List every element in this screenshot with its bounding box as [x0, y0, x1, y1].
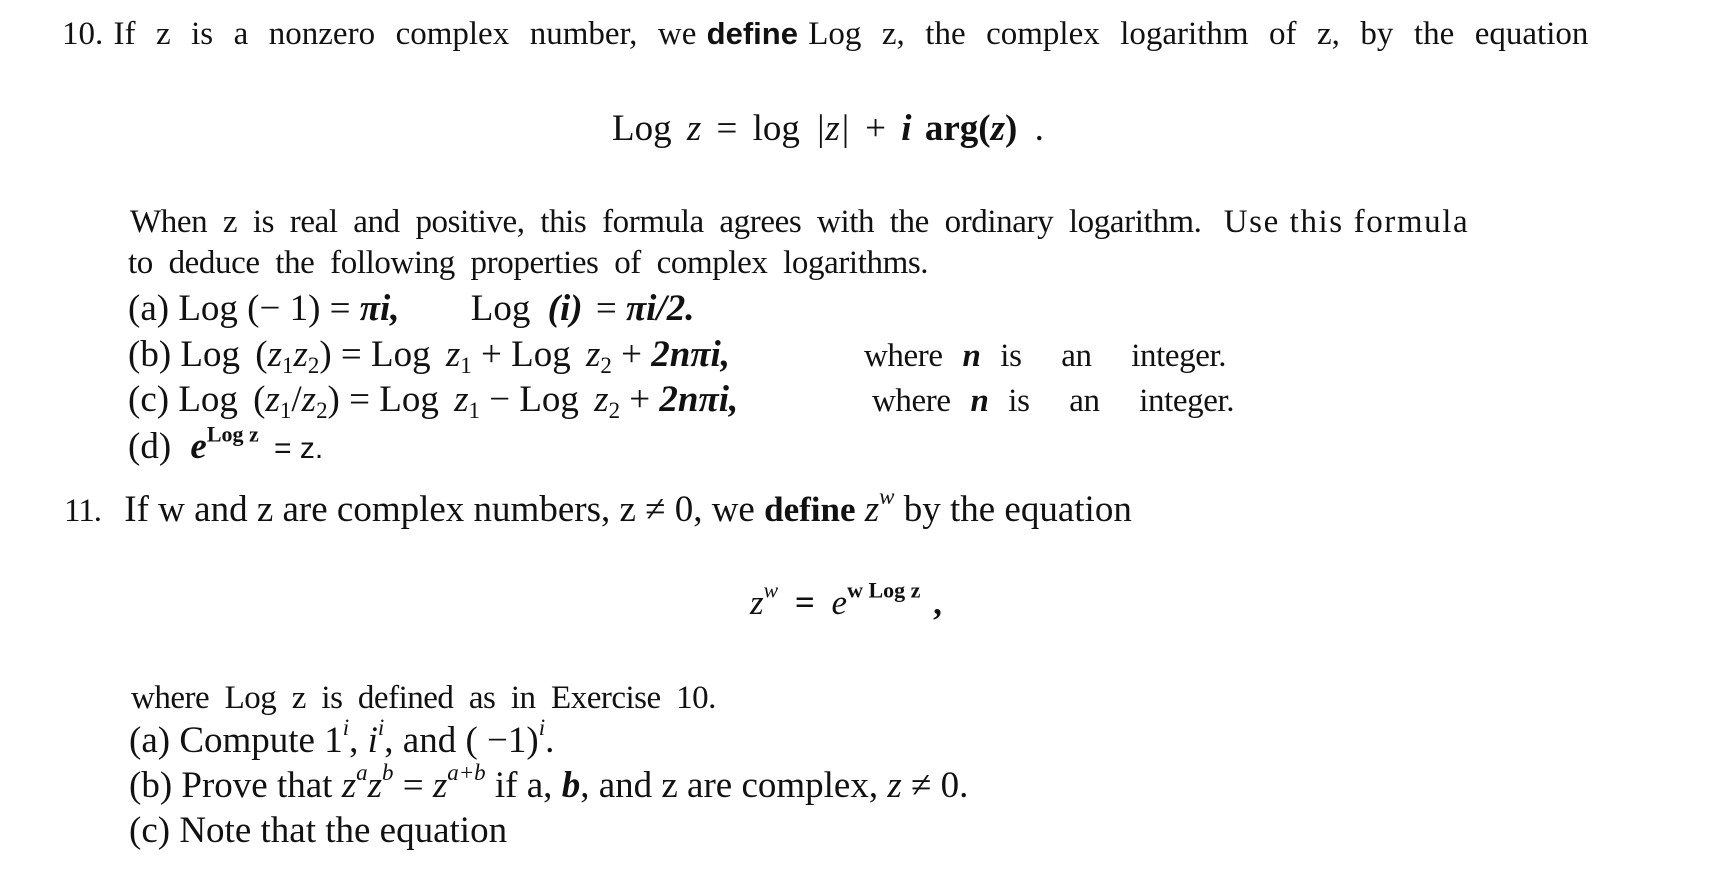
equation-variable: z: [686, 108, 702, 149]
math-variable: z: [341, 765, 357, 806]
math-exponent: b: [381, 759, 394, 785]
define-keyword: define: [764, 490, 856, 529]
exercise-10-paragraph-line-2: [128, 247, 928, 280]
math-expression: 2nπi,: [651, 334, 731, 375]
math-variable: z: [367, 765, 382, 806]
math-variable: z: [301, 379, 317, 420]
math-variable: z: [445, 334, 461, 375]
exercise-11-part-b: [129, 759, 969, 806]
math-expression: [255, 334, 332, 378]
equation-operator: +: [865, 108, 887, 149]
exercise-10-intro: [62, 18, 1588, 51]
math-punctuation: ,: [349, 720, 359, 761]
equation-operator: =: [716, 108, 738, 149]
note-text: where: [872, 383, 951, 419]
exercise-10-part-c-note: [872, 385, 1234, 418]
math-variable: z: [585, 334, 601, 375]
exercise-10-part-b-note: [864, 340, 1226, 373]
math-subscript: 1: [279, 397, 292, 423]
part-label: (a) Log (− 1) =: [128, 288, 351, 329]
math-subscript: 2: [608, 397, 621, 423]
math-expression: , and ( −1): [384, 720, 539, 761]
math-exponent: i: [538, 714, 546, 740]
paragraph-text: Use this formula: [1223, 204, 1470, 240]
equation-variable: |z|: [815, 108, 850, 149]
math-expression: = z.: [274, 432, 324, 465]
math-expression: 2nπi,: [659, 379, 739, 420]
power-definition-equation: [750, 577, 942, 622]
math-operator: +: [629, 379, 651, 420]
math-exponent: i: [377, 714, 385, 740]
log-definition-equation: [612, 110, 1044, 147]
exercise-11-intro: [64, 483, 1132, 530]
math-exponent: a: [356, 759, 368, 785]
part-label: (a) Compute 1: [129, 720, 343, 761]
math-subscript: 2: [316, 397, 328, 423]
part-label: (c) Log: [128, 379, 238, 420]
math-operator: =: [794, 583, 815, 622]
exercise-11-paragraph: [131, 682, 716, 715]
math-expression: (i): [547, 288, 583, 329]
exercise-number: 11.: [64, 493, 102, 529]
math-variable: z: [267, 334, 282, 375]
paragraph-text: where Log z is defined as in Exercise 10.: [131, 680, 716, 716]
intro-text: by the equation: [903, 489, 1132, 530]
exercise-11-part-a: [129, 714, 555, 761]
math-exponent: w: [763, 578, 779, 603]
intro-text: Log z, the complex logarithm of z, by the equation: [808, 16, 1589, 52]
math-expression: πi,: [359, 288, 400, 329]
math-variable: z: [454, 379, 469, 420]
math-variable: e: [190, 426, 207, 467]
math-paren: ): [327, 379, 340, 420]
math-paren: ): [319, 334, 332, 375]
math-variable: e: [831, 583, 848, 622]
note-text: is an integer.: [1000, 338, 1227, 374]
math-exponent: a+b: [447, 759, 486, 785]
math-expression: [253, 379, 340, 423]
math-operator: +: [621, 334, 642, 375]
equation-text: log: [752, 108, 800, 149]
note-text: where: [864, 338, 943, 374]
math-expression: − Log: [489, 379, 579, 420]
math-expression: = Log: [340, 334, 431, 375]
math-paren: (: [255, 334, 268, 375]
exercise-10-paragraph-line-1: [130, 206, 1469, 239]
exercise-10-part-c: [128, 379, 739, 423]
note-text: is an integer.: [1008, 383, 1235, 419]
part-label: (c) Note that the equation: [129, 810, 508, 851]
math-subscript: 1: [468, 397, 480, 423]
math-variable: z: [750, 583, 764, 622]
exercise-11-part-c: [129, 812, 507, 849]
math-variable: n: [962, 338, 981, 374]
math-variable: z: [864, 489, 880, 530]
paragraph-text: When z is real and positive, this formula agrees with the ordinary logarithm.: [130, 204, 1202, 240]
equation-text: ): [1004, 108, 1018, 149]
math-variable: z: [432, 765, 448, 806]
math-expression: , and z are complex,: [580, 765, 879, 806]
equation-text: .: [1034, 108, 1044, 149]
part-label: (b) Log: [128, 334, 240, 375]
equation-text: Log: [612, 108, 672, 149]
math-variable: z: [594, 379, 609, 420]
math-operator: /: [291, 379, 302, 420]
math-expression: Log: [470, 288, 531, 329]
math-exponent: w Log z: [847, 577, 921, 603]
equation-variable: i: [901, 108, 912, 149]
math-operator: =: [595, 288, 617, 329]
exercise-10-part-a: [128, 290, 694, 327]
equation-variable: z: [990, 108, 1005, 149]
intro-text: If z is a nonzero complex number, we: [113, 16, 697, 52]
math-variable: n: [970, 383, 989, 419]
math-subscript: 1: [460, 352, 472, 378]
math-expression: + Log: [481, 334, 571, 375]
equation-text: arg(: [924, 108, 991, 149]
math-subscript: 2: [600, 352, 612, 378]
exercise-10-part-b: [128, 334, 731, 378]
math-expression: if a,: [494, 765, 553, 806]
math-variable: i: [367, 720, 378, 761]
exercise-10-part-d: [128, 421, 324, 467]
math-punctuation: .: [545, 720, 555, 761]
math-variable: z: [887, 765, 902, 806]
math-exponent: w: [879, 483, 895, 509]
exercise-number: 10.: [62, 16, 104, 52]
math-exponent: Log z: [206, 421, 259, 447]
paragraph-text: to deduce the following properties of complex logarithms.: [128, 245, 929, 281]
math-subscript: 2: [307, 352, 320, 378]
math-paren: (: [253, 379, 266, 420]
math-variable: b: [561, 765, 581, 806]
math-variable: z: [265, 379, 280, 420]
math-expression: = Log: [349, 379, 439, 420]
math-variable: z: [293, 334, 308, 375]
math-expression: ≠ 0.: [911, 765, 969, 806]
math-operator: =: [402, 765, 424, 806]
math-expression: πi/2.: [625, 288, 695, 329]
intro-text: If w and z are complex numbers, z ≠ 0, we: [124, 489, 755, 530]
math-exponent: i: [342, 714, 350, 740]
define-keyword: define: [706, 16, 798, 51]
part-label: (b) Prove that: [129, 765, 333, 806]
part-label: (d): [128, 426, 172, 467]
math-punctuation: ,: [933, 583, 942, 622]
math-subscript: 1: [281, 352, 294, 378]
